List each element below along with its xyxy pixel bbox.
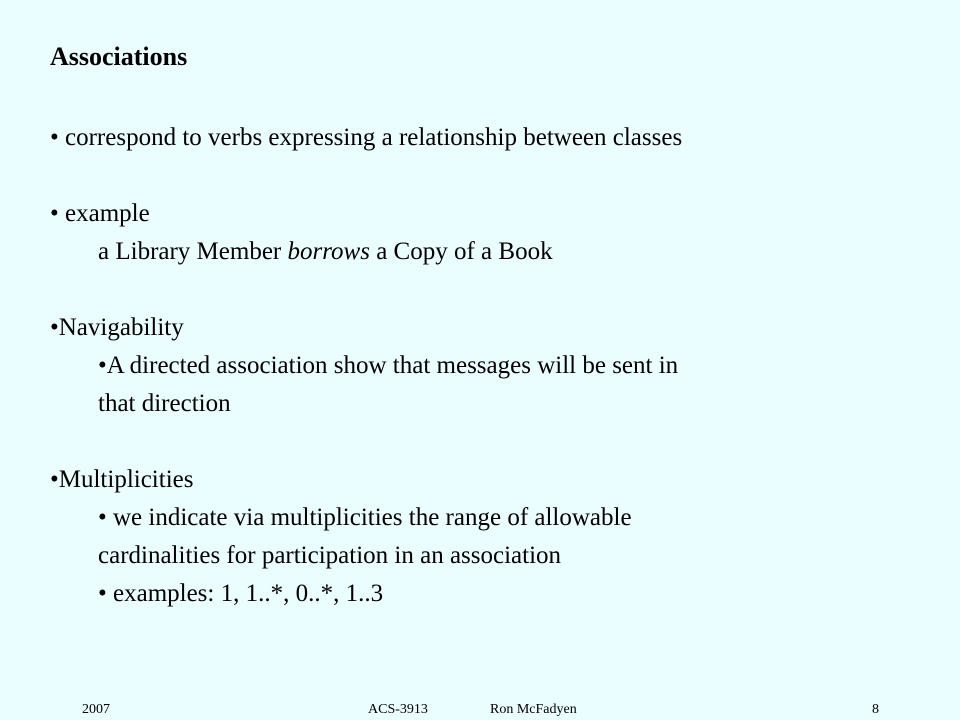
multiplicities-line-1: • we indicate via multiplicities the range of allowable: [98, 504, 632, 531]
example-verb: borrows: [287, 238, 370, 265]
slide-title: Associations: [50, 42, 188, 71]
navigability-line-1: •A directed association show that messages will be sent in: [98, 352, 679, 379]
multiplicities-line-2: cardinalities for participation in an association: [98, 542, 562, 569]
bullet-associations-definition: • correspond to verbs expressing a relationship between classes: [50, 124, 683, 151]
navigability-line-2: that direction: [98, 390, 231, 417]
multiplicities-examples: • examples: 1, 1..*, 0..*, 1..3: [98, 580, 384, 607]
example-sentence: [98, 238, 553, 266]
footer-page-number: 8: [872, 702, 879, 717]
footer-course: ACS-3913: [368, 702, 428, 717]
example-sentence-start: a Library Member: [98, 238, 288, 265]
bullet-navigability: •Navigability: [50, 314, 184, 341]
footer-author: Ron McFadyen: [490, 702, 577, 717]
bullet-example: • example: [50, 200, 150, 227]
bullet-multiplicities: •Multiplicities: [50, 466, 194, 493]
example-sentence-end: a Copy of a Book: [369, 238, 553, 265]
footer-year: 2007: [82, 702, 110, 717]
